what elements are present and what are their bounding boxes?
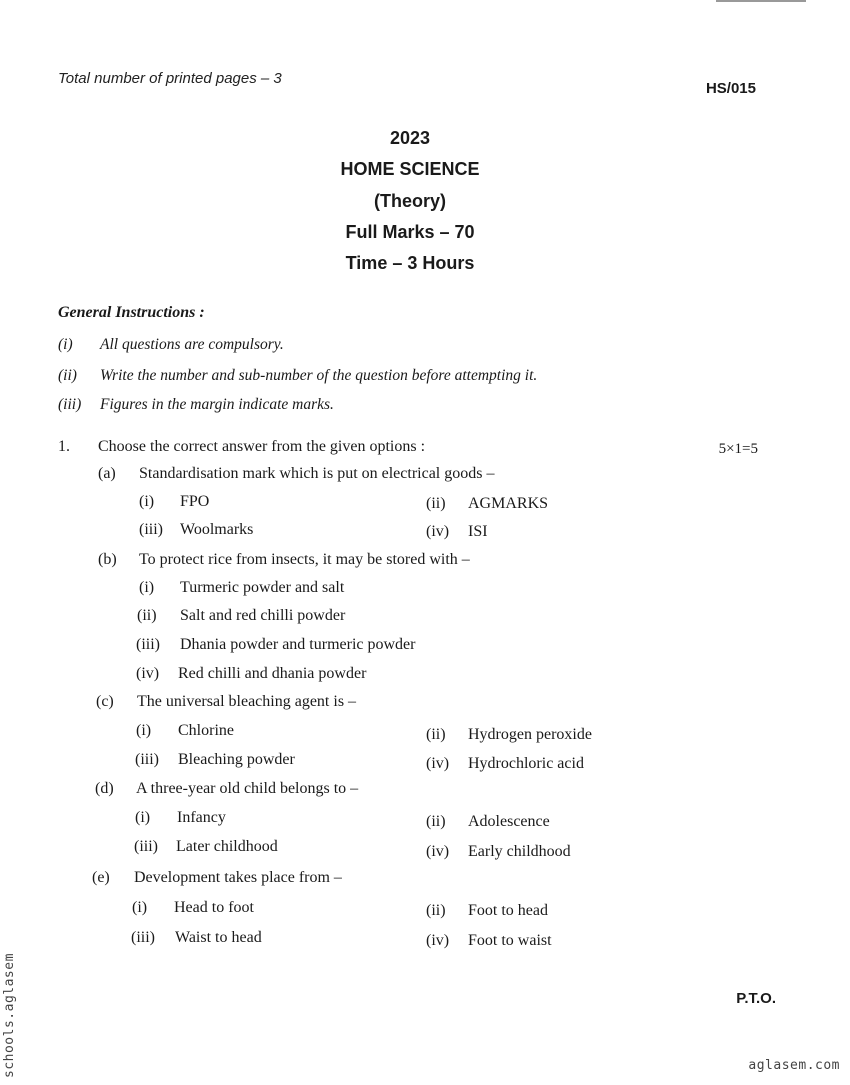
exam-time: Time – 3 Hours	[345, 253, 475, 273]
part-text: A three-year old child belongs to –	[136, 780, 359, 797]
option-number: (ii)	[426, 726, 446, 743]
instruction-number: (i)	[58, 336, 73, 353]
option-text: Adolescence	[468, 813, 550, 830]
instruction-text: All questions are compulsory.	[100, 336, 284, 353]
instructions-heading: General Instructions :	[58, 304, 205, 321]
exam-subject: HOME SCIENCE	[340, 159, 480, 179]
option-number: (iii)	[136, 636, 160, 653]
printed-pages-note: Total number of printed pages – 3	[58, 70, 282, 87]
page-turn-over: P.T.O.	[736, 990, 776, 1007]
part-text: The universal bleaching agent is –	[137, 693, 357, 710]
instruction-number: (iii)	[58, 396, 82, 413]
option-text: Foot to waist	[468, 932, 552, 949]
instruction-number: (ii)	[58, 367, 77, 384]
option-number: (i)	[136, 722, 152, 739]
option-number: (i)	[135, 809, 151, 826]
part-label: (a)	[98, 465, 116, 482]
option-text: Bleaching powder	[178, 751, 295, 768]
option-text: AGMARKS	[468, 495, 549, 512]
option-text: Dhania powder and turmeric powder	[180, 636, 416, 653]
part-label: (b)	[98, 551, 117, 568]
question-text: Choose the correct answer from the given options :	[98, 438, 426, 455]
option-text: Early childhood	[468, 843, 571, 860]
option-number: (i)	[139, 493, 155, 510]
top-edge-rule	[716, 0, 806, 2]
question-number: 1.	[58, 438, 70, 455]
option-number: (ii)	[137, 607, 157, 624]
option-number: (iv)	[426, 932, 450, 949]
question-marks: 5×1=5	[718, 441, 758, 457]
option-text: Hydrochloric acid	[468, 755, 584, 772]
option-number: (iv)	[426, 755, 450, 772]
part-text: Development takes place from –	[134, 869, 342, 886]
instruction-text: Figures in the margin indicate marks.	[100, 396, 334, 413]
part-label: (d)	[95, 780, 114, 797]
option-number: (i)	[132, 899, 148, 916]
option-number: (iii)	[131, 929, 155, 946]
option-number: (ii)	[426, 813, 446, 830]
full-marks: Full Marks – 70	[345, 222, 475, 242]
option-text: Chlorine	[178, 722, 234, 739]
instruction-text: Write the number and sub-number of the question before attempting it.	[100, 367, 538, 384]
part-label: (e)	[92, 869, 110, 886]
option-number: (iv)	[426, 523, 450, 540]
option-number: (iv)	[426, 843, 450, 860]
option-text: Infancy	[177, 809, 226, 826]
option-number: (iii)	[135, 751, 159, 768]
exam-year: 2023	[389, 128, 431, 148]
option-number: (iii)	[134, 838, 158, 855]
part-text: To protect rice from insects, it may be stored with –	[139, 551, 470, 568]
option-text: Turmeric powder and salt	[180, 579, 345, 596]
option-number: (iv)	[136, 665, 160, 682]
option-text: FPO	[180, 493, 210, 510]
option-text: ISI	[468, 523, 488, 540]
watermark-left: schools.aglasem	[2, 953, 17, 1078]
watermark-right: aglasem.com	[748, 1058, 840, 1073]
option-number: (ii)	[426, 495, 446, 512]
option-text: Later childhood	[176, 838, 278, 855]
exam-type: (Theory)	[374, 191, 446, 211]
option-number: (iii)	[139, 521, 163, 538]
option-number: (ii)	[426, 902, 446, 919]
option-text: Foot to head	[468, 902, 548, 919]
option-number: (i)	[139, 579, 155, 596]
part-text: Standardisation mark which is put on electrical goods –	[139, 465, 495, 482]
option-text: Head to foot	[174, 899, 254, 916]
part-label: (c)	[96, 693, 114, 710]
option-text: Woolmarks	[180, 521, 254, 538]
option-text: Red chilli and dhania powder	[178, 665, 367, 682]
option-text: Salt and red chilli powder	[180, 607, 346, 624]
option-text: Waist to head	[175, 929, 262, 946]
option-text: Hydrogen peroxide	[468, 726, 592, 743]
paper-code: HS/015	[705, 80, 756, 97]
